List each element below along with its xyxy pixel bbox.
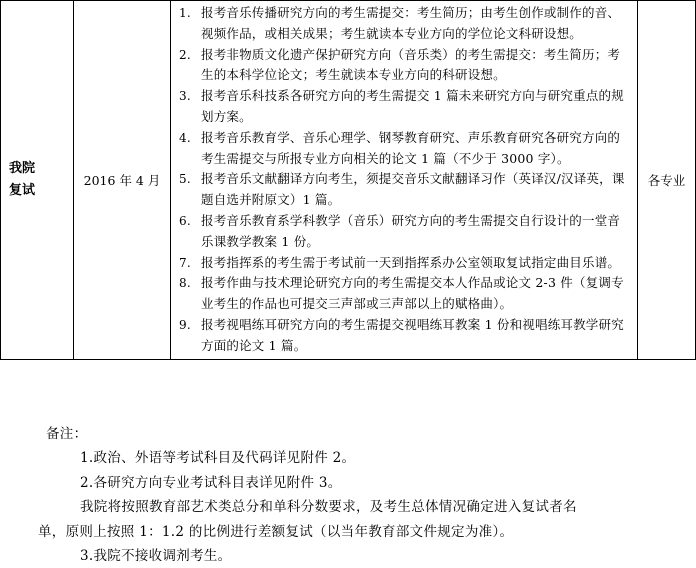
requirement-text: 报考音乐教育学、音乐心理学、钢琴教育研究、声乐教育研究各研究方向的考生需提交与所报专业方向相关的论文 1 篇（不少于 3000 字）。 <box>201 129 621 166</box>
stage-cell <box>1 1 74 360</box>
notes-section <box>0 422 690 568</box>
requirement-item <box>179 3 637 45</box>
requirement-number: 2. <box>179 47 191 62</box>
requirement-number: 6. <box>179 213 191 228</box>
requirement-item <box>179 45 637 87</box>
note-paragraph-line2: 单，原则上按照 1：1.2 的比例进行差额复试（以当年教育部文件规定为准）。 <box>38 523 514 540</box>
requirement-item <box>179 86 637 128</box>
requirements-cell <box>171 1 638 360</box>
note-paragraph-line1: 我院将按照教育部艺术类总分和单科分数要求，及考生总体情况确定进入复试者名 <box>80 499 577 516</box>
requirement-text: 报考视唱练耳研究方向的考生需提交视唱练耳教案 1 份和视唱练耳教学研究方面的论文 1 篇。 <box>201 316 624 353</box>
note-3: 3.我院不接收调剂考生。 <box>80 548 232 565</box>
requirement-item <box>179 253 637 274</box>
requirement-text: 报考作曲与技术理论研究方向的考生需提交本人作品或论文 2-3 件（复调专业考生的作品也可提交三声部或三声部以上的赋格曲）。 <box>201 275 624 312</box>
requirement-text: 报考音乐文献翻译方向考生，须提交音乐文献翻译习作（英译汉/汉译英，课题自选并附原文）1 篇。 <box>201 171 625 208</box>
requirement-text: 报考非物质文化遗产保护研究方向（音乐类）的考生需提交：考生简历；考生的本科学位论文；考生就读本专业方向的科研设想。 <box>201 46 621 83</box>
requirement-text: 报考指挥系的考生需于考试前一天到指挥系办公室领取复试指定曲目乐谱。 <box>201 254 621 270</box>
requirement-number: 7. <box>179 255 191 270</box>
requirement-item <box>179 273 637 315</box>
stage-label-line1: 我院 <box>9 160 36 176</box>
requirement-number: 4. <box>179 130 191 145</box>
date-cell: 2016 年 4 月 <box>74 1 171 360</box>
requirement-item <box>179 211 637 253</box>
requirement-number: 8. <box>179 276 191 291</box>
requirement-number: 9. <box>179 317 191 332</box>
requirement-item <box>179 315 637 357</box>
requirement-item <box>179 128 637 170</box>
requirement-text: 报考音乐教育系学科教学（音乐）研究方向的考生需提交自行设计的一堂音乐课教学教案 1 份。 <box>201 212 621 249</box>
note-2: 2.各研究方向专业考试科目表详见附件 3。 <box>80 474 342 491</box>
retest-row <box>1 1 696 360</box>
requirement-number: 1. <box>179 6 191 20</box>
notes-heading: 备注： <box>46 426 88 442</box>
stage-label-line2: 复试 <box>9 182 36 198</box>
requirement-number: 3. <box>179 89 191 104</box>
requirement-text: 报考音乐传播研究方向的考生需提交：考生简历；由考生创作或制作的音、视频作品，或相关成果；考生就读本专业方向的学位论文科研设想。 <box>201 5 621 41</box>
requirement-number: 5. <box>179 172 191 187</box>
requirement-item <box>179 169 637 211</box>
note-1: 1.政治、外语等考试科目及代码详见附件 2。 <box>80 450 356 467</box>
major-cell: 各专业 <box>638 1 696 360</box>
requirement-text: 报考音乐科技系各研究方向的考生需提交 1 篇未来研究方向与研究重点的规划方案。 <box>201 88 624 124</box>
requirements-list <box>179 3 637 357</box>
